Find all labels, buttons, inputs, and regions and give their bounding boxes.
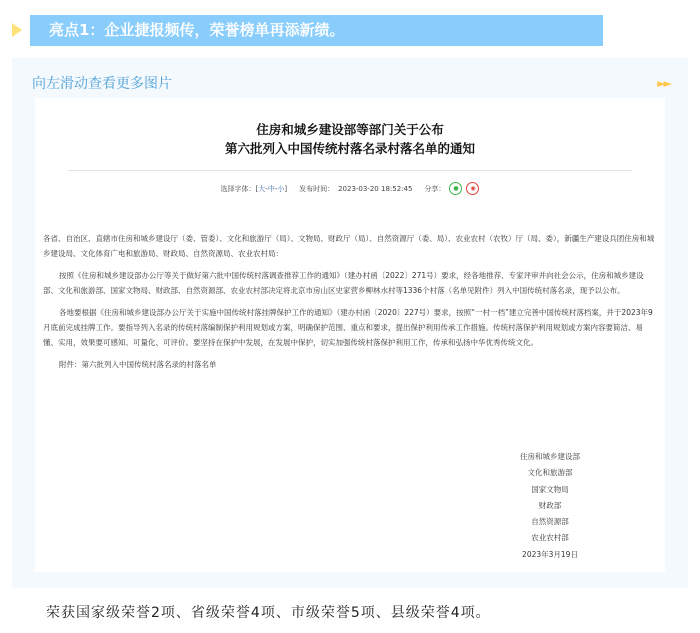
font-size-label: 选择字体：[ (220, 184, 259, 193)
attachment-line: 附件：第六批列入中国传统村落名录的村落名单 (59, 360, 217, 369)
arrow-right-icon: ►► (657, 77, 670, 90)
paragraph: 各省、自治区、直辖市住房和城乡建设厅（委、管委）、文化和旅游厅（局）、文物局、财政厅（局）、自然资源厅（委、局）、农业农村（农牧）厅（局、委），新疆生产建设兵团住房和城乡建设局、文化体育广电和旅游局、财政局、自然资源局、农业农村局： (43, 234, 655, 258)
highlight-heading: 亮点1：企业捷报频传，荣誉榜单再添新绩。 (30, 15, 603, 46)
signature-date: 2023年3月19日 (522, 549, 578, 559)
separator: - (274, 184, 278, 193)
notice-image (35, 98, 665, 572)
signatory: 住房和城乡建设部 (520, 452, 580, 461)
triangle-marker-icon (12, 23, 22, 37)
signatory: 财政部 (538, 500, 562, 510)
paragraph: 按照《住房和城乡建设部办公厅等关于做好第六批中国传统村落调查推荐工作的通知》（建办村函〔2022〕271号）要求，经各地推荐、专家评审并向社会公示，住房和城乡建设部、文化和旅游部、国家文物局、财政部、自然资源部、农业农村部决定将北京市房山区史家营乡柳林水村等1336个村落（名单见附件）列入中国传统村落名录，现予以公布。 (43, 271, 644, 295)
signatory: 国家文物局 (531, 484, 569, 494)
font-large-link[interactable]: 大 (258, 184, 266, 193)
honors-summary: 荣获国家级荣誉2项、省级荣誉4项、市级荣誉5项、县级荣誉4项。 (46, 605, 491, 621)
notice-body (43, 231, 657, 379)
share-label: 分享： (424, 184, 446, 193)
bracket: ] (284, 184, 288, 193)
paragraph: 各地要根据《住房和城乡建设部办公厅关于实施中国传统村落挂牌保护工作的通知》（建办村函〔2020〕227号）要求，按照“一村一档”建立完善中国传统村落档案，并于2023年9月底前完成挂牌工作。要指导列入名录的传统村落编制保护利用规划或方案，明确保护范围、重点和要求，提出保护利用传承工作措施。传统村落保护利用规划或方案内容要简洁、易懂、实用，效果要可感知、可量化、可评价。要坚持在保护中发展，在发展中保护，切实加强传统村落保护利用工作，传承和弘扬中华优秀传统文化。 (43, 308, 653, 347)
title-line: 第六批列入中国传统村落名录村落名单的通知 (224, 141, 475, 156)
notice-meta (35, 182, 665, 195)
weibo-icon[interactable]: ◉ (466, 182, 479, 195)
notice-title (35, 120, 665, 158)
signatory: 自然资源部 (531, 517, 569, 527)
font-medium-link[interactable]: 中 (267, 184, 275, 193)
signatory: 文化和旅游部 (527, 468, 573, 478)
separator: - (265, 184, 268, 193)
signatories (485, 449, 615, 563)
signatory: 农业农村部 (531, 533, 569, 543)
publish-time: 2023-03-20 18:52:45 (338, 184, 413, 193)
swipe-hint: 向左滑动查看更多图片 (32, 76, 172, 92)
wechat-icon[interactable]: ● (449, 182, 462, 195)
publish-label: 发布时间： (299, 184, 335, 193)
image-carousel[interactable] (12, 58, 688, 588)
title-line: 住房和城乡建设部等部门关于公布 (256, 122, 444, 137)
divider (68, 170, 632, 171)
font-small-link[interactable]: 小 (277, 184, 285, 193)
